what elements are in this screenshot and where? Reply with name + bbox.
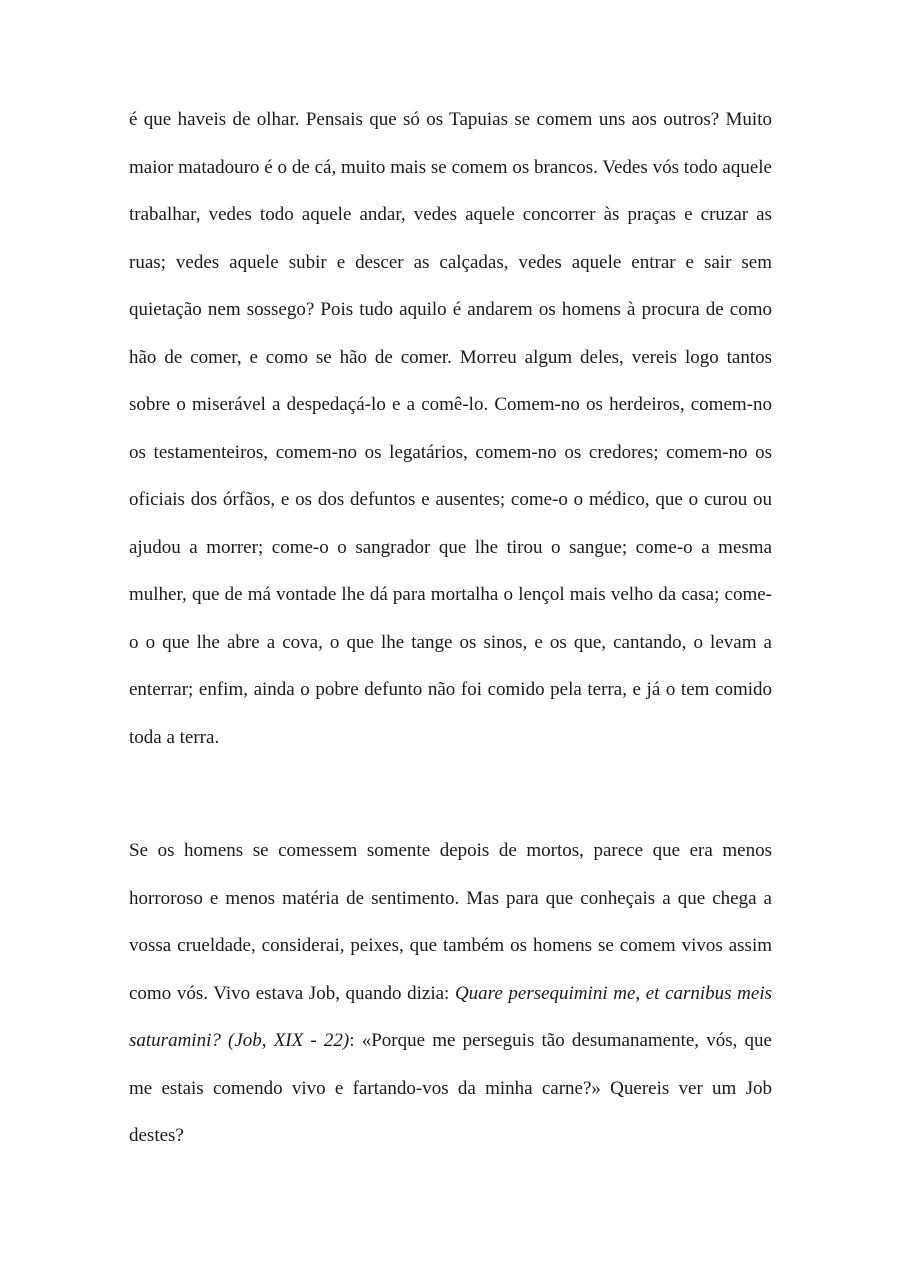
body-text-block xyxy=(129,96,772,761)
paragraph-1: é que haveis de olhar. Pensais que só os Tapuias se comem uns aos outros? Muito maior matadouro é o de cá, muito mais se comem os brancos. Vedes vós todo aquele trabalhar, vedes todo aquele andar, vedes aquele concorrer às praças e cruzar as ruas; vedes aquele subir e descer as calçadas, vedes aquele entrar e sair sem quietação nem sossego? Pois tudo aquilo é andarem os homens à procura de como hão de comer, e como se hão de comer. Morreu algum deles, vereis logo tantos sobre o miserável a despedaçá-lo e a comê-lo. Comem-no os herdeiros, comem-no os testamenteiros, comem-no os legatários, comem-no os credores; comem-no os oficiais dos órfãos, e os dos defuntos e ausentes; come-o o médico, que o curou ou ajudou a morrer; come-o o sangrador que lhe tirou o sangue; come-o a mesma mulher, que de má vontade lhe dá para mortalha o lençol mais velho da casa; come-o o que lhe abre a cova, o que lhe tange os sinos, e os que, cantando, o levam a enterrar; enfim, ainda o pobre defunto não foi comido pela terra, e já o tem comido toda a terra. xyxy=(129,109,772,748)
body-text-block xyxy=(129,827,772,1160)
paragraph-2 xyxy=(129,827,772,1160)
latin-quotation: Quare persequimini me, et carnibus meis saturamini? (Job, XIX - 22) xyxy=(129,982,773,1051)
paragraph-2-tail: : «Porque me perseguis tão desumanamente, vós, que me estais comendo vivo e fartando-vos da minha carne?» Quereis ver um Job destes? xyxy=(129,1030,772,1146)
paragraph-2-lead: Se os homens se comessem somente depois de mortos, parece que era menos horroroso e menos matéria de sentimento. Mas para que conheçais a que chega a vossa crueldade, considerai, peixes, que também os homens se comem vivos assim como vós. Vivo estava Job, quando dizia: xyxy=(129,840,772,1004)
